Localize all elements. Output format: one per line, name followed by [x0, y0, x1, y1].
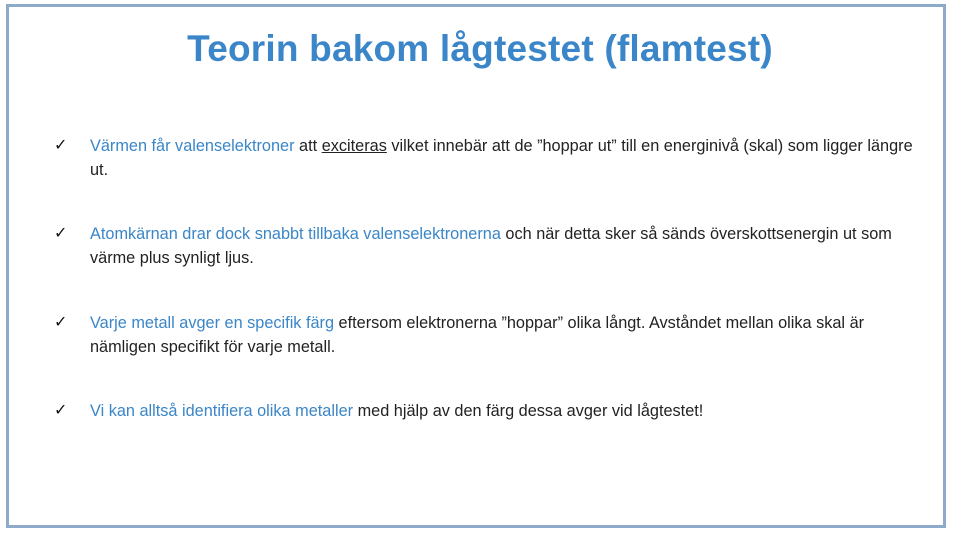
bullet-text: [90, 399, 920, 423]
checkmark-icon: ✓: [54, 135, 68, 154]
bullet-text: [90, 222, 920, 270]
checkmark-icon: ✓: [54, 400, 68, 419]
slide-title: Teorin bakom lågtestet (flamtest): [187, 28, 773, 69]
bullet-highlight: Atomkärnan drar dock snabbt tillbaka valenselektronerna: [90, 225, 501, 243]
bullet-text: [90, 134, 920, 182]
bullet-highlight: Värmen får valenselektroner: [90, 137, 295, 155]
bullet-text-segment: eftersom elektronerna ”hoppar” olika långt. Avståndet mellan olika skal är nämligen specifikt för varje metall.: [90, 314, 865, 356]
bullet-highlight: Varje metall avger en specifik färg: [90, 314, 335, 332]
checkmark-icon: ✓: [54, 312, 68, 331]
underlined-term: exciteras: [321, 137, 387, 155]
bullet-text: [90, 311, 920, 359]
bullet-text-segment: och när detta sker så sänds överskottsenergin ut som värme plus synligt ljus.: [90, 225, 892, 267]
bullet-text-segment: vilket innebär att de ”hoppar ut” till en energinivå (skal) som ligger längre ut.: [90, 137, 913, 179]
bullet-text-segment: att: [294, 137, 322, 155]
checkmark-icon: ✓: [54, 223, 68, 242]
bullet-highlight: Vi kan alltså identifiera olika metaller: [90, 402, 354, 420]
bullet-text-segment: med hjälp av den färg dessa avger vid lågtestet!: [353, 402, 704, 420]
